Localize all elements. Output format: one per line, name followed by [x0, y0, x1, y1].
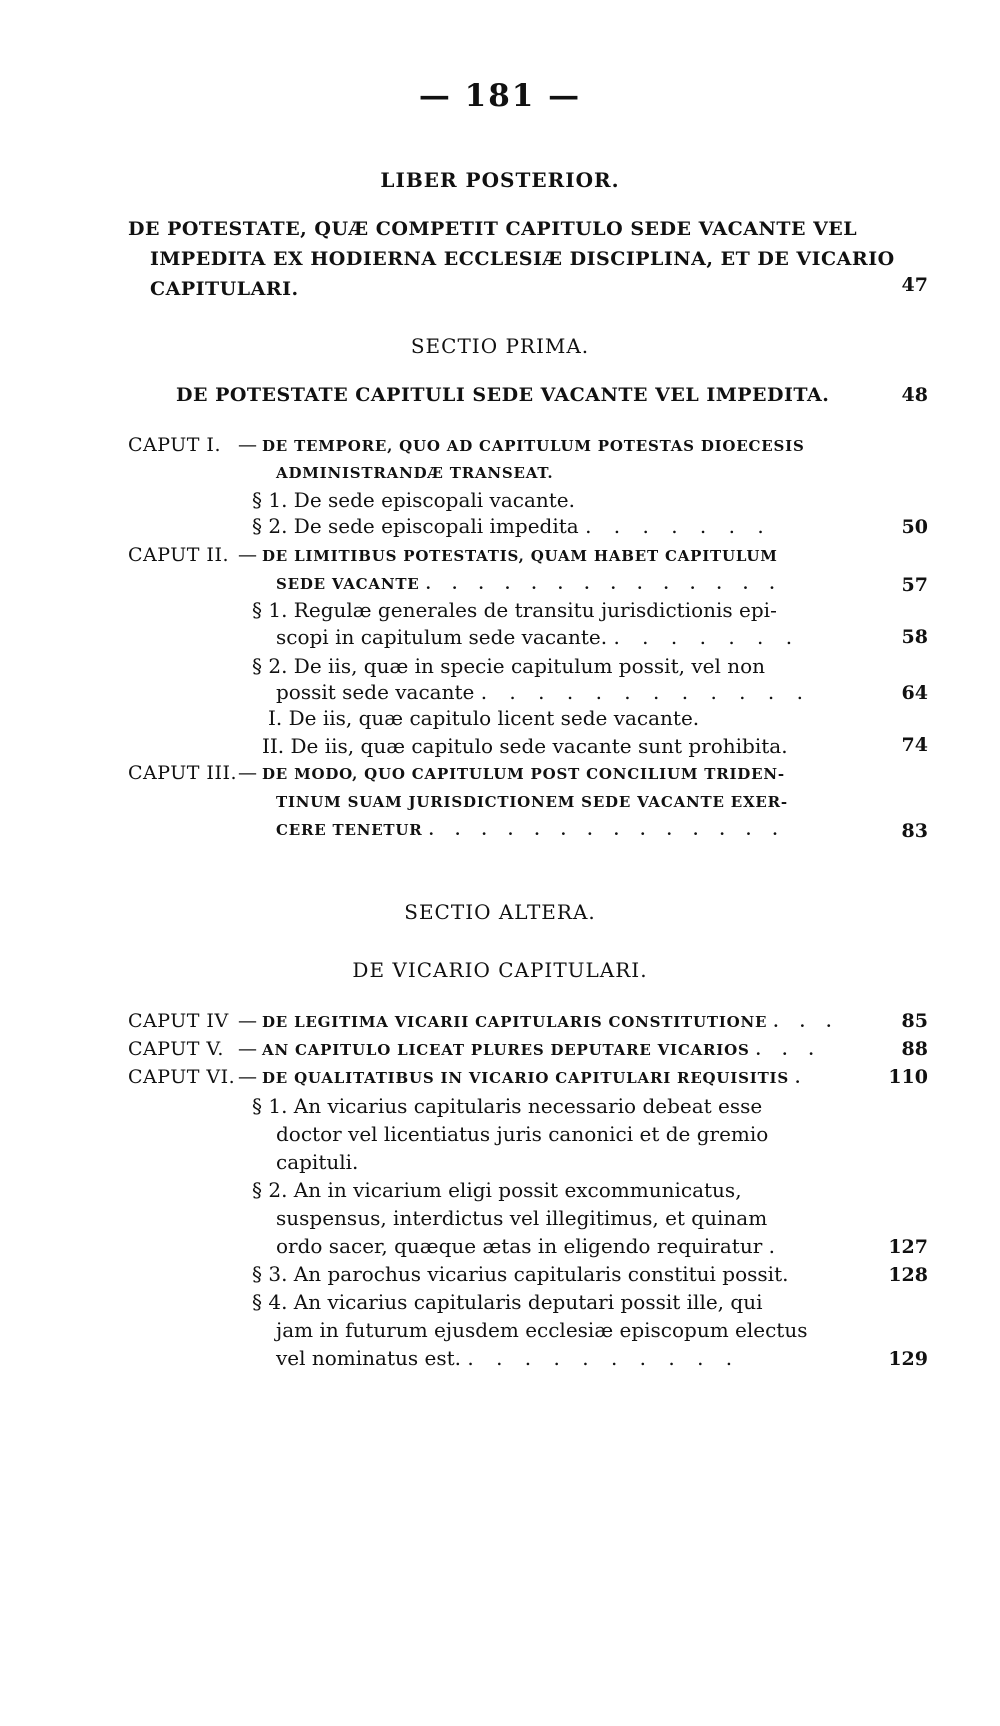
- caput5-page: 88: [901, 1038, 928, 1060]
- caput4-title: DE LEGITIMA VICARII CAPITULARIS CONSTITUTIONE . . .: [262, 1013, 840, 1031]
- liber-title-line1: DE POTESTATE, QUÆ COMPETIT CAPITULO SEDE VACANTE VEL: [128, 218, 858, 240]
- caput6-section2-line3: ordo sacer, quæque ætas in eligendo requiratur .: [276, 1234, 783, 1258]
- caput5-title: AN CAPITULO LICEAT PLURES DEPUTARE VICARIOS . . .: [262, 1041, 822, 1059]
- liber-title: [128, 214, 928, 304]
- caput2-label: CAPUT II.: [128, 544, 229, 566]
- caput1-label: CAPUT I.: [128, 434, 221, 456]
- page-number: — 181 —: [418, 78, 582, 114]
- caput6-section4-line2: jam in futurum ejusdem ecclesiæ episcopum electus: [276, 1318, 808, 1342]
- caput6-section2-line1: § 2. An in vicarium eligi possit excommunicatus,: [252, 1178, 742, 1202]
- caput1-section2-page: 50: [901, 516, 928, 538]
- caput6-section2-line2: suspensus, interdictus vel illegitimus, et quinam: [276, 1206, 768, 1230]
- sectio-prima-title: DE POTESTATE CAPITULI SEDE VACANTE VEL IMPEDITA.: [176, 384, 830, 406]
- sectio-altera-heading: SECTIO ALTERA.: [404, 900, 596, 924]
- caput6-section3-page: 128: [888, 1264, 928, 1286]
- caput5-label: CAPUT V.: [128, 1038, 224, 1060]
- caput3-title-line1: DE MODO, QUO CAPITULUM POST CONCILIUM TRIDEN-: [262, 765, 785, 783]
- caput4-page: 85: [901, 1010, 928, 1032]
- sectio-prima-heading: SECTIO PRIMA.: [410, 334, 590, 358]
- caput2-title-line2: SEDE VACANTE . . . . . . . . . . . . . .: [276, 575, 783, 593]
- caput6-section2-page: 127: [888, 1236, 928, 1258]
- caput3-title-line2: TINUM SUAM JURISDICTIONEM SEDE VACANTE EXER-: [276, 793, 788, 811]
- caput2-section1-line2: scopi in capitulum sede vacante. . . . . . . .: [276, 625, 801, 649]
- caput2-section2-page: 64: [901, 682, 928, 704]
- caput1-section1: § 1. De sede episcopali vacante.: [252, 488, 575, 512]
- liber-heading: LIBER POSTERIOR.: [380, 168, 620, 192]
- caput3-page: 83: [901, 820, 928, 842]
- caput6-dash: —: [238, 1066, 257, 1088]
- sectio-prima-page: 48: [901, 384, 928, 406]
- caput1-section2: § 2. De sede episcopali impedita . . . . . . .: [252, 514, 772, 538]
- caput6-label: CAPUT VI.: [128, 1066, 236, 1088]
- caput2-subsection-ii: II. De iis, quæ capitulo sede vacante sunt prohibita.: [262, 734, 788, 758]
- caput4-dash: —: [238, 1010, 257, 1032]
- caput2-subsection-i: I. De iis, quæ capitulo licent sede vacante.: [268, 706, 700, 730]
- caput1-title-line2: ADMINISTRANDÆ TRANSEAT.: [276, 464, 554, 482]
- caput2-title-line1: DE LIMITIBUS POTESTATIS, QUAM HABET CAPITULUM: [262, 547, 778, 565]
- caput2-dash: —: [238, 544, 257, 566]
- liber-title-line3: CAPITULARI.: [150, 278, 299, 300]
- caput6-section3: § 3. An parochus vicarius capitularis constitui possit.: [252, 1262, 789, 1286]
- caput3-dash: —: [238, 762, 257, 784]
- caput3-label: CAPUT III.: [128, 762, 237, 784]
- caput6-section1-line1: § 1. An vicarius capitularis necessario debeat esse: [252, 1094, 763, 1118]
- caput6-section4-line3: vel nominatus est. . . . . . . . . . .: [276, 1346, 741, 1370]
- caput6-page: 110: [888, 1066, 928, 1088]
- caput1-dash: —: [238, 434, 257, 456]
- caput5-dash: —: [238, 1038, 257, 1060]
- caput2-section1-page: 58: [901, 626, 928, 648]
- caput2-section2-line1: § 2. De iis, quæ in specie capitulum possit, vel non: [252, 654, 766, 678]
- caput2-section2-line2: possit sede vacante . . . . . . . . . . . .: [276, 680, 811, 704]
- liber-title-page: 47: [901, 274, 928, 296]
- caput2-subsection-ii-page: 74: [901, 734, 928, 756]
- liber-title-line2: IMPEDITA EX HODIERNA ECCLESIÆ DISCIPLINA, ET DE VICARIO: [150, 248, 895, 270]
- caput2-page: 57: [901, 574, 928, 596]
- caput1-title-line1: DE TEMPORE, QUO AD CAPITULUM POTESTAS DIOECESIS: [262, 437, 805, 455]
- caput2-section1-line1: § 1. Regulæ generales de transitu jurisdictionis epi-: [252, 598, 777, 622]
- caput6-section4-page: 129: [888, 1348, 928, 1370]
- caput6-title: DE QUALITATIBUS IN VICARIO CAPITULARI REQUISITIS .: [262, 1069, 809, 1087]
- sectio-altera-title: DE VICARIO CAPITULARI.: [352, 958, 648, 982]
- caput6-section1-line3: capituli.: [276, 1150, 359, 1174]
- caput6-section1-line2: doctor vel licentiatus juris canonici et de gremio: [276, 1122, 769, 1146]
- caput4-label: CAPUT IV: [128, 1010, 229, 1032]
- caput3-title-line3: CERE TENETUR . . . . . . . . . . . . . .: [276, 821, 786, 839]
- caput6-section4-line1: § 4. An vicarius capitularis deputari possit ille, qui: [252, 1290, 763, 1314]
